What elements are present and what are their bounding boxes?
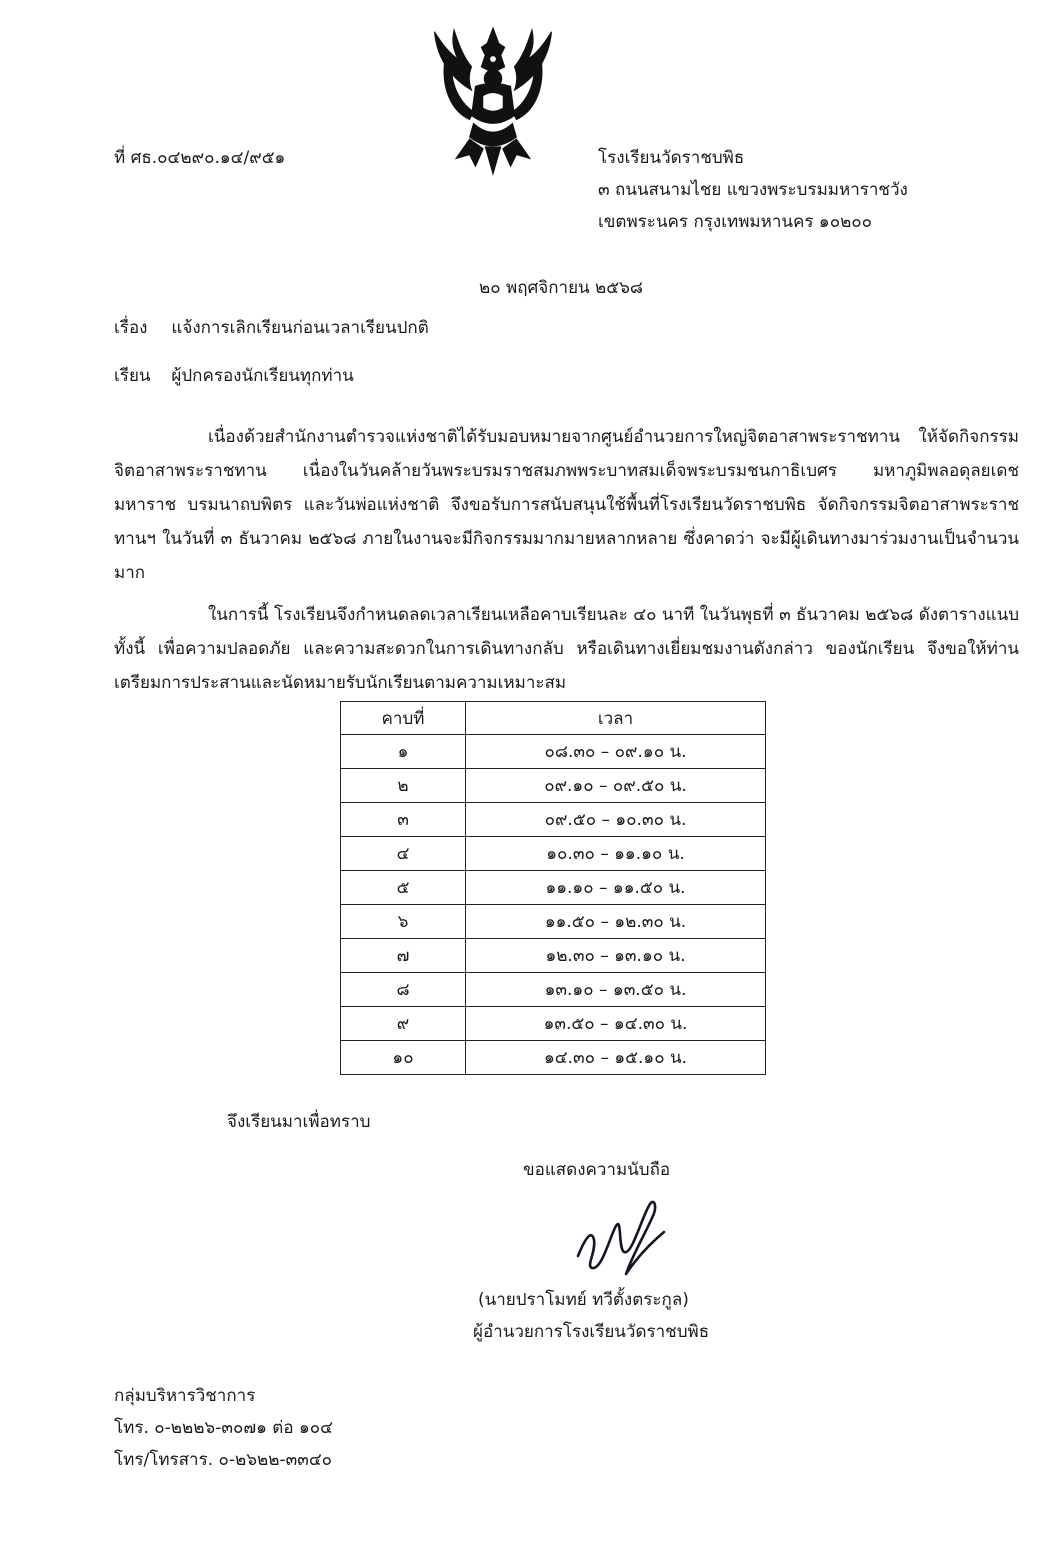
table-row [341,837,766,871]
period-cell: ๔ [341,837,466,871]
garuda-emblem-icon [415,22,571,178]
phone-number: โทร. ๐-๒๒๒๖-๓๐๗๑ ต่อ ๑๐๔ [114,1418,333,1438]
table-row [341,1007,766,1041]
subject-line [114,316,429,340]
paragraph-1-text: เนื่องด้วยสำนักงานตำรวจแห่งชาติได้รับมอบหมายจากศูนย์อำนวยการใหญ่จิตอาสาพระราชทาน ให้จัดกิจกรรมจิตอาสาพระราชทาน เนื่องในวันคล้ายวันพระบรมราชสมภพพระบาทสมเด็จพระบรมชนกาธิเบศร มหาภูมิพลอดุลยเดชมหาราช บรมนาถบพิตร และวันพ่อแห่งชาติ จึงขอรับการสนับสนุนใช้พื้นที่โรงเรียนวัดราชบพิธ จัดกิจกรรมจิตอาสาพระราชทานฯ ในวันที่ ๓ ธันวาคม ๒๕๖๘ ภายในงานจะมีกิจกรรมมากมายหลากหลาย ซึ่งคาดว่า จะมีผู้เดินทางมาร่วมงานเป็นจำนวนมาก [114,427,1019,583]
table-row [341,939,766,973]
body-paragraph-2 [114,598,1019,700]
respect-line: ขอแสดงความนับถือ [523,1160,671,1180]
address-line-2: เขตพระนคร กรุงเทพมหานคร ๑๐๒๐๐ [598,212,873,232]
time-cell: ๑๑.๕๐ – ๑๒.๓๐ น. [466,905,766,939]
time-cell: ๑๐.๓๐ – ๑๑.๑๐ น. [466,837,766,871]
period-cell: ๑๐ [341,1041,466,1075]
period-cell: ๕ [341,871,466,905]
period-cell: ๓ [341,803,466,837]
period-cell: ๘ [341,973,466,1007]
table-row [341,735,766,769]
body-paragraph-1 [114,420,1019,590]
table-header-row [341,702,766,735]
time-cell: ๐๙.๕๐ – ๑๐.๓๐ น. [466,803,766,837]
period-cell: ๖ [341,905,466,939]
footer-contact [114,1384,333,1480]
closing-line: จึงเรียนมาเพื่อทราบ [227,1112,371,1132]
time-cell: ๐๙.๑๐ – ๐๙.๕๐ น. [466,769,766,803]
period-column-header: คาบที่ [341,702,466,735]
time-cell: ๑๓.๕๐ – ๑๔.๓๐ น. [466,1007,766,1041]
signer-name: (นายปราโมทย์ ทวีตั้งตระกูล) [478,1290,689,1310]
table-row [341,905,766,939]
table-row [341,803,766,837]
schedule-table [340,701,766,1075]
recipient-label: เรียน [114,366,151,386]
time-cell: ๑๒.๓๐ – ๑๓.๑๐ น. [466,939,766,973]
recipient-text: ผู้ปกครองนักเรียนทุกท่าน [171,366,354,386]
table-row [341,1041,766,1075]
fax-number: โทร/โทรสาร. ๐-๒๖๒๒-๓๓๔๐ [114,1450,333,1470]
table-row [341,769,766,803]
letter-date: ๒๐ พฤศจิกายน ๒๕๖๘ [479,278,644,298]
time-column-header: เวลา [466,702,766,735]
school-address [598,146,908,242]
time-cell: ๑๑.๑๐ – ๑๑.๕๐ น. [466,871,766,905]
recipient-line [114,364,354,388]
table-row [341,871,766,905]
subject-text: แจ้งการเลิกเรียนก่อนเวลาเรียนปกติ [171,318,429,338]
period-cell: ๒ [341,769,466,803]
department-name: กลุ่มบริหารวิชาการ [114,1386,256,1406]
school-name: โรงเรียนวัดราชบพิธ [598,148,745,168]
time-cell: ๑๔.๓๐ – ๑๕.๑๐ น. [466,1041,766,1075]
document-number: ที่ ศธ.๐๔๒๙๐.๑๔/๙๕๑ [114,148,286,168]
handwritten-signature [572,1196,672,1280]
period-cell: ๗ [341,939,466,973]
time-cell: ๑๓.๑๐ – ๑๓.๕๐ น. [466,973,766,1007]
period-cell: ๑ [341,735,466,769]
subject-label: เรื่อง [114,318,148,338]
signer-title: ผู้อำนวยการโรงเรียนวัดราชบพิธ [473,1322,710,1342]
time-cell: ๐๘.๓๐ – ๐๙.๑๐ น. [466,735,766,769]
period-cell: ๙ [341,1007,466,1041]
address-line-1: ๓ ถนนสนามไชย แขวงพระบรมมหาราชวัง [598,180,908,200]
table-row [341,973,766,1007]
paragraph-2-text: ในการนี้ โรงเรียนจึงกำหนดลดเวลาเรียนเหลือคาบเรียนละ ๔๐ นาที ในวันพุธที่ ๓ ธันวาคม ๒๕๖๘ ดังตารางแนบ ทั้งนี้ เพื่อความปลอดภัย และความสะดวกในการเดินทางกลับ หรือเดินทางเยี่ยมชมงานดังกล่าว ของนักเรียน จึงขอให้ท่านเตรียมการประสานและนัดหมายรับนักเรียนตามความเหมาะสม [114,605,1019,693]
